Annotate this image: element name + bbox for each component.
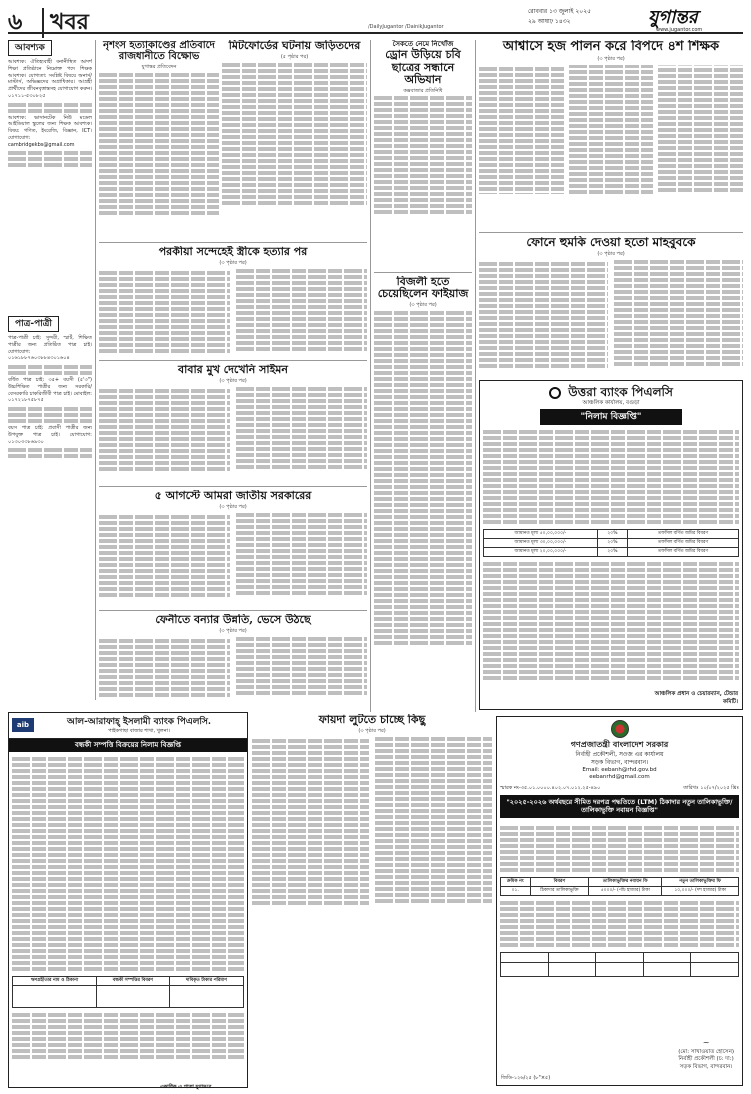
story-wife-murder bbox=[99, 246, 367, 358]
story-drone-search bbox=[374, 40, 472, 270]
story-mitford bbox=[222, 40, 367, 240]
tender-schedule-table bbox=[500, 952, 739, 977]
text-block bbox=[8, 448, 92, 452]
story-headline: ফায়দা লুটতে চাচ্ছে কিছু bbox=[318, 714, 426, 726]
uttara-auction-table bbox=[483, 529, 739, 557]
auction-table bbox=[12, 976, 244, 1008]
story-body bbox=[252, 737, 492, 906]
column-divider bbox=[370, 40, 371, 712]
story-byline: (৫ পৃষ্ঠার পর) bbox=[280, 54, 309, 61]
classified-item: বর্ধিত পাত্র চাই: ৩৫+ বয়সী (৫'৩") উচ্চশিক্ষিত পাত্রীর জন্য সরকারি/বেসরকারি চাকরিজীবী পাত্র চাই। মোবাইল: ০১৭২১৮৭৫৮৭৫ bbox=[8, 377, 92, 404]
bank-name: আল-আরাফাহ্ ইসলামী ব্যাংক পিএলসি. bbox=[66, 717, 212, 727]
table-header: দাবিকৃত টাকার পরিমাণ bbox=[169, 977, 243, 986]
signatory-division: সড়ক বিভাগ, বান্দরবান। bbox=[679, 1063, 733, 1070]
table-row bbox=[13, 986, 244, 1008]
ad-body bbox=[480, 425, 742, 529]
story-body bbox=[374, 311, 472, 645]
story-saimon bbox=[99, 364, 367, 484]
auction-notice-title: বন্ধকী সম্পত্তি বিক্রয়ের নিলাম বিজ্ঞপ্তি bbox=[9, 739, 247, 752]
memo-number: স্মারক নং-৩৫.০১.০০০০.৪০২.০৭.০১২.২৫-৪৯০ bbox=[500, 784, 601, 791]
classified-column bbox=[8, 40, 92, 312]
story-headline: নৃশংস হত্যাকাণ্ডের প্রতিবাদে রাজধানীতে বিক্ষোভ bbox=[103, 40, 215, 62]
bank-logo-icon: aib bbox=[12, 718, 34, 732]
story-body bbox=[374, 96, 472, 214]
table-row: জামানত মূল্য ৩০,০০,০০০/- ২০% তফসিল বর্ণিত জমির বিবরণ bbox=[484, 538, 739, 547]
govt-email[interactable]: Email: eebanh@rhd.gov.bd bbox=[582, 766, 657, 773]
classified-item: পাত্র-পাত্রী চাই: সুন্দরী, স্মার্ট, শিক্ষিত পাত্রীর জন্য প্রতিষ্ঠিত পাত্র চাই। যোগাযোগ: ০১৬১৮৮৭৬০৩৮৮৪৩০১৬০৪ bbox=[8, 335, 92, 362]
text-block bbox=[8, 151, 92, 155]
section-title: খবর bbox=[42, 8, 89, 38]
matrimony-column bbox=[8, 316, 92, 666]
govt-email-alt[interactable]: eebanrhd@gmail.com bbox=[589, 774, 650, 781]
table-row: জামানত মূল্য ৫০,০০,০০০/- ২০% তফসিল বর্ণিত জমির বিবরণ bbox=[484, 529, 739, 538]
story-byline: (৩ পৃষ্ঠার পর) bbox=[597, 251, 625, 258]
masthead bbox=[8, 6, 743, 34]
text-block bbox=[8, 419, 92, 423]
table-header: বিবরণ bbox=[530, 878, 589, 887]
story-byline: (৩ পৃষ্ঠার পর) bbox=[597, 56, 625, 63]
tender-notice-title: "২০২৫-২০২৬ অর্থবছরে সীমিত দরপত্র পদ্ধতিতে (LTM) ঠিকাদার নতুন তালিকাভুক্তি/তালিকাভুক্তি নবায়ন বিজ্ঞপ্তি" bbox=[500, 795, 739, 819]
uttara-bank-name: উত্তরা ব্যাংক পিএলসি bbox=[483, 384, 739, 400]
story-headline: পরকীয়া সন্দেহেই স্ত্রীকে হত্যার পর bbox=[158, 246, 308, 258]
story-headline: মিটফোর্ডের ঘটনায় জড়িতদের bbox=[228, 40, 361, 52]
uttara-bank-auction-ad bbox=[479, 380, 743, 710]
story-body bbox=[99, 73, 219, 215]
table-row: জামানত মূল্য ২০,০০,০০০/- ২০% তফসিল বর্ণিত জমির বিবরণ bbox=[484, 547, 739, 556]
continued-note: একাধিক এ পাতা যুগান্তরে bbox=[160, 1084, 212, 1090]
table-row bbox=[501, 963, 739, 977]
story-feni-flood bbox=[99, 614, 367, 710]
row-divider bbox=[99, 242, 367, 243]
bank-logo-icon bbox=[549, 387, 561, 399]
signatory-name: (মো: সাখাওয়াত হোসেন) bbox=[678, 1048, 734, 1055]
ad-body bbox=[9, 1008, 247, 1064]
story-headline: ৫ আগস্টে আমরা জাতীয় সরকারের bbox=[154, 490, 312, 502]
table-header: তালিকাভুক্তির নবায়ন ফি bbox=[589, 878, 662, 887]
newspaper-logo: যুগান্তর bbox=[648, 7, 698, 28]
rhd-tender-ad bbox=[496, 716, 743, 1086]
table-row: ০১. ঠিকাদার তালিকাভুক্তি ৫০০০/- (পাঁচ হাজার) টাকা ১০,০০০/- (দশ হাজার) টাকা bbox=[501, 887, 739, 896]
table-header: বন্ধকী সম্পত্তির বিবরণ bbox=[96, 977, 169, 986]
story-body bbox=[99, 269, 367, 354]
memo-date: তারিখঃ ১০/০৭/২০২৫ খ্রিঃ bbox=[683, 784, 739, 791]
ad-body bbox=[480, 557, 742, 685]
story-byline: (৩ পৃষ্ঠার পর) bbox=[358, 728, 386, 735]
classified-item: বয়স পাত্র চাই: প্রবাসী পাত্রীর জন্য উপযুক্ত পাত্র চাই। যোগাযোগ: ০১৩০৩৩৮৬৯৩০ bbox=[8, 425, 92, 445]
text-block bbox=[8, 365, 92, 369]
row-divider bbox=[99, 610, 367, 611]
story-headline: বাবার মুখ দেখেনি সাইমন bbox=[178, 364, 288, 376]
table-header: ক্রমিক নং bbox=[501, 878, 531, 887]
govt-emblem-icon bbox=[611, 720, 629, 738]
ad-body bbox=[9, 752, 247, 976]
needed-header: আবশ্যক bbox=[8, 40, 52, 56]
text-block bbox=[8, 157, 92, 161]
uttara-signature: আঞ্চলিক প্রধান ও চেয়ারম্যান, টেন্ডার কমিটি। bbox=[654, 691, 738, 705]
story-headline: ড্রোন উড়িয়ে চবি ছাত্রের সন্ধানে অভিযান bbox=[385, 48, 461, 86]
story-headline: ফোনে হুমকি দেওয়া হতো মাহবুবকে bbox=[526, 236, 696, 249]
story-byline: (৩ পৃষ্ঠার পর) bbox=[219, 378, 247, 385]
text-block bbox=[8, 163, 92, 167]
classified-item: আবশ্যক: ভাসানটেক নিউ মডেল আইডিয়াল স্কুলের জন্য শিক্ষক আবশ্যক। বিষয়: গণিত, ইংরেজি, বিজ্ঞান, ICT। যোগাযোগ: cambridgekbs@gmail.com bbox=[8, 114, 92, 148]
story-body bbox=[222, 63, 367, 205]
story-kicker: সৈকতে নেমে নিখোঁজ bbox=[392, 40, 454, 48]
story-byline: (৩ পৃষ্ঠার পর) bbox=[219, 260, 247, 267]
story-byline: কক্সবাজার প্রতিনিধি bbox=[403, 87, 443, 94]
govt-office: নির্বাহী প্রকৌশলী, সওজ এর কার্যালয় bbox=[575, 750, 664, 758]
row-divider bbox=[99, 360, 367, 361]
matrimony-header: পাত্র-পাত্রী bbox=[8, 316, 59, 332]
tender-fee-table bbox=[500, 877, 739, 896]
bank-branch: পাইকগাছা বাজার শাখা, খুলনা। bbox=[108, 728, 170, 735]
row-divider bbox=[374, 272, 472, 273]
social-handles[interactable]: /DailyJugantor /DainikJugantor bbox=[368, 24, 444, 30]
story-byline: (৩ পৃষ্ঠার পর) bbox=[409, 302, 437, 309]
date-english: রোববার ১৩ জুলাই ২০২৫ bbox=[528, 8, 592, 15]
signature-mark: ~ bbox=[702, 1037, 710, 1047]
page-number: ৬ bbox=[8, 9, 23, 35]
text-block bbox=[8, 109, 92, 113]
signatory-title: নির্বাহী প্রকৌশলী (চ: দা:) bbox=[678, 1056, 734, 1063]
story-headline: আশ্বাসে হজ পালন করে বিপদে ৪শ শিক্ষক bbox=[502, 40, 720, 54]
ad-body bbox=[497, 821, 742, 877]
date-bangla: ২৯ আষাঢ় ১৪৩২ bbox=[528, 18, 571, 25]
story-protest bbox=[99, 40, 219, 240]
table-header: ঋণগ্রহীতার নাম ও ঠিকানা bbox=[13, 977, 97, 986]
story-body bbox=[99, 387, 367, 472]
story-hajj-teachers bbox=[479, 40, 743, 230]
story-byline: যুগান্তর প্রতিবেদন bbox=[141, 64, 177, 70]
classified-item: আবশ্যক: ঐতিহ্যবাহী বনানীস্থিত আদর্শ শিক্ষা প্রতিষ্ঠানে নিম্নোক্ত পদে শিক্ষক আবশ্যক। যোগ্যতা: সংশ্লিষ্ট বিষয়ে অনার্স/মাস্টার্স, অভিজ্ঞদের অগ্রাধিকার। আগ্রহী প্রার্থীদের জীবনবৃত্তান্তসহ যোগাযোগ করুন। ০১৭১১-৫৩০৮২৫ bbox=[8, 59, 92, 99]
story-body bbox=[479, 65, 743, 194]
govt-division: সড়ক বিভাগ, বান্দরবান। bbox=[590, 758, 649, 766]
column-divider bbox=[95, 40, 96, 700]
story-faiyaz bbox=[374, 276, 472, 710]
table-row bbox=[501, 953, 739, 963]
text-block bbox=[8, 407, 92, 411]
ad-reference: জিডি-১২৬/২৫ (৮"×৫) bbox=[501, 1075, 551, 1082]
story-body bbox=[479, 260, 743, 369]
row-divider bbox=[479, 232, 743, 233]
story-headline: ফেনীতে বন্যার উন্নতি, ভেসে উঠছে bbox=[155, 614, 311, 626]
story-body bbox=[99, 513, 367, 598]
aibl-auction-ad bbox=[8, 712, 248, 1088]
ad-body bbox=[497, 896, 742, 952]
text-block bbox=[8, 371, 92, 375]
column-divider bbox=[475, 40, 476, 712]
text-block bbox=[8, 454, 92, 458]
text-block bbox=[8, 103, 92, 107]
story-headline: বিজলী হতে চেয়েছিলেন ফাইয়াজ bbox=[377, 276, 469, 301]
story-byline: (৩ পৃষ্ঠার পর) bbox=[219, 628, 247, 635]
uttara-notice-title: "নিলাম বিজ্ঞপ্তি" bbox=[540, 409, 682, 425]
row-divider bbox=[99, 486, 367, 487]
story-advantage bbox=[252, 714, 492, 1086]
story-byline: (৩ পৃষ্ঠার পর) bbox=[219, 504, 247, 511]
website-link[interactable]: www.jugantor.com bbox=[656, 27, 703, 33]
text-block bbox=[8, 413, 92, 417]
table-header: নতুন তালিকাভুক্তির ফি bbox=[662, 878, 739, 887]
story-body bbox=[99, 637, 367, 698]
story-national-govt bbox=[99, 490, 367, 608]
govt-title: গণপ্রজাতন্ত্রী বাংলাদেশ সরকার bbox=[570, 740, 669, 749]
story-phone-threat bbox=[479, 236, 743, 376]
uttara-office: আঞ্চলিক কার্যালয়, বগুড়া bbox=[582, 400, 640, 407]
